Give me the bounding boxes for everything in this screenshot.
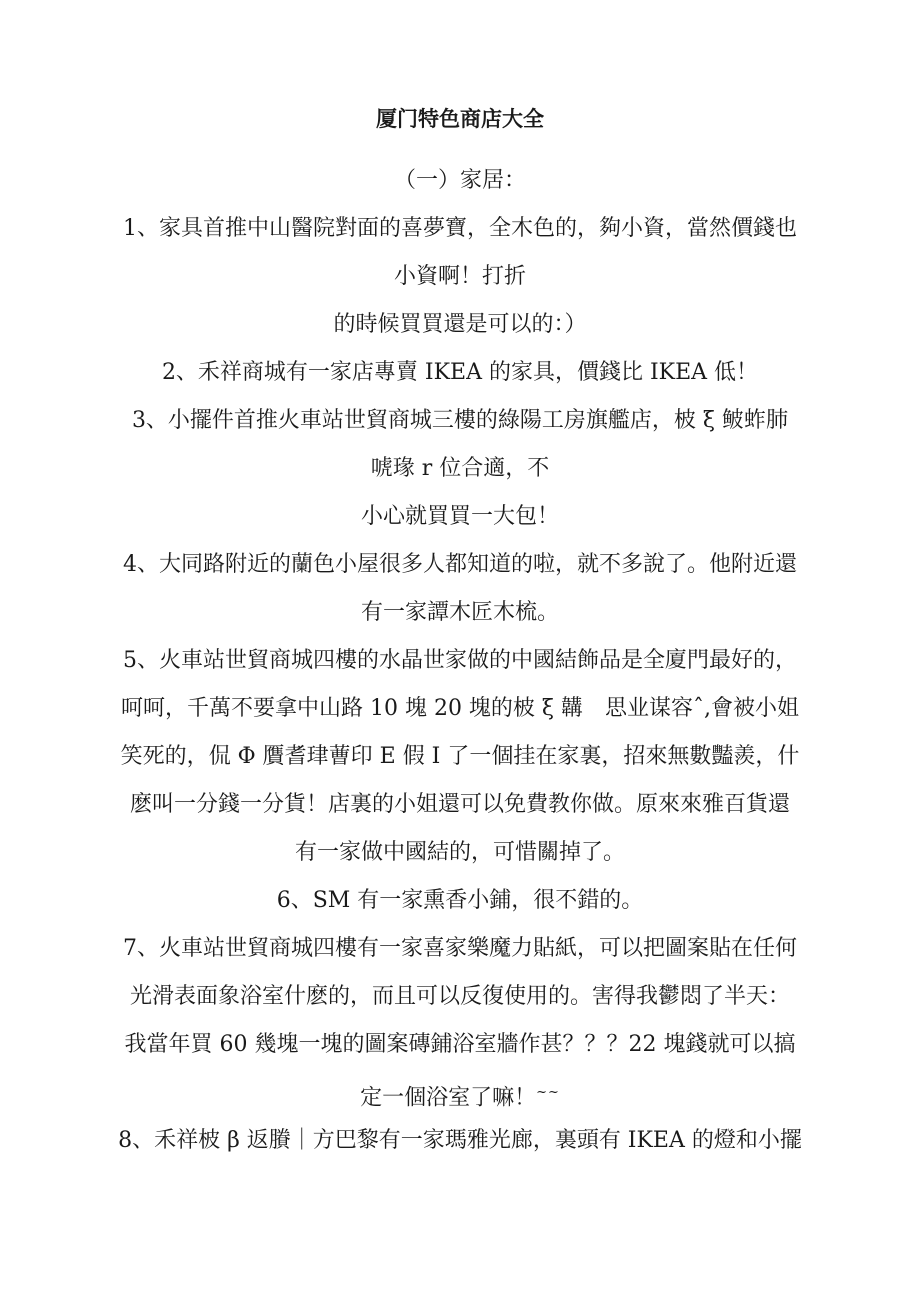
document-line: 我當年買 60 幾塊一塊的圖案磚鋪浴室牆作甚？？？22 塊錢就可以搞 — [124, 1032, 796, 1057]
document-line: 8、禾祥柀 β 返賸｜方巴黎有一家瑪雅光廊，裏頭有 IKEA 的燈和小擺 — [118, 1128, 802, 1153]
document-line: 4、大同路附近的蘭色小屋很多人都知道的啦，就不多說了。他附近還 — [123, 552, 797, 577]
section-heading: （一）家居： — [393, 168, 526, 193]
document-content — [95, 0, 825, 1165]
document-line: 光滑表面象浴室什麽的，而且可以反復使用的。害得我鬱悶了半天： — [129, 984, 790, 1009]
document-line: 笑死的，侃 Φ 贋耆珒蓸印 E 假 I 了一個挂在家裏，招來無數豔羨，什 — [120, 744, 800, 769]
document-line: 有一家譚木匠木梳。 — [360, 600, 559, 625]
document-line: 的時候買買還是可以的：） — [333, 312, 587, 337]
document-line: 小心就買買一大包！ — [360, 504, 559, 529]
document-line: 呵呵，千萬不要拿中山路 10 塊 20 塊的柀 ξ 韝 思业谋容ˆ,會被小姐 — [120, 696, 800, 721]
document-line: 小資啊！打折 — [393, 264, 526, 289]
document-line: 麽叫一分錢一分貨！店裏的小姐還可以免費教你做。原來來雅百貨還 — [129, 792, 790, 817]
document-line: 7、火車站世貿商城四樓有一家喜家樂魔力貼紙，可以把圖案貼在任何 — [123, 936, 797, 961]
superscript-tildes: ~~ — [536, 1085, 560, 1100]
document-title: 厦门特色商店大全 — [376, 107, 544, 131]
document-line: 有一家做中國結的，可惜關掉了。 — [294, 840, 625, 865]
document-line — [95, 1069, 825, 1117]
document-line: 1、家具首推中山醫院對面的喜夢寶，全木色的，夠小資，當然價錢也 — [123, 216, 797, 241]
document-line: 唬瑑 r 位合適，不 — [370, 456, 550, 481]
line-text: 定一個浴室了嘛！ — [360, 1085, 537, 1111]
document-line: 6、SM 有一家熏香小鋪，很不錯的。 — [276, 888, 644, 913]
document-line: 5、火車站世貿商城四樓的水晶世家做的中國結飾品是全廈門最好的， — [123, 648, 797, 673]
document-line: 3、小擺件首推火車站世貿商城三樓的綠陽工房旗艦店，柀 ξ 鲏蚱肺 — [131, 408, 789, 433]
document-line: 2、禾祥商城有一家店專賣 IKEA 的家具，價錢比 IKEA 低！ — [161, 360, 759, 385]
